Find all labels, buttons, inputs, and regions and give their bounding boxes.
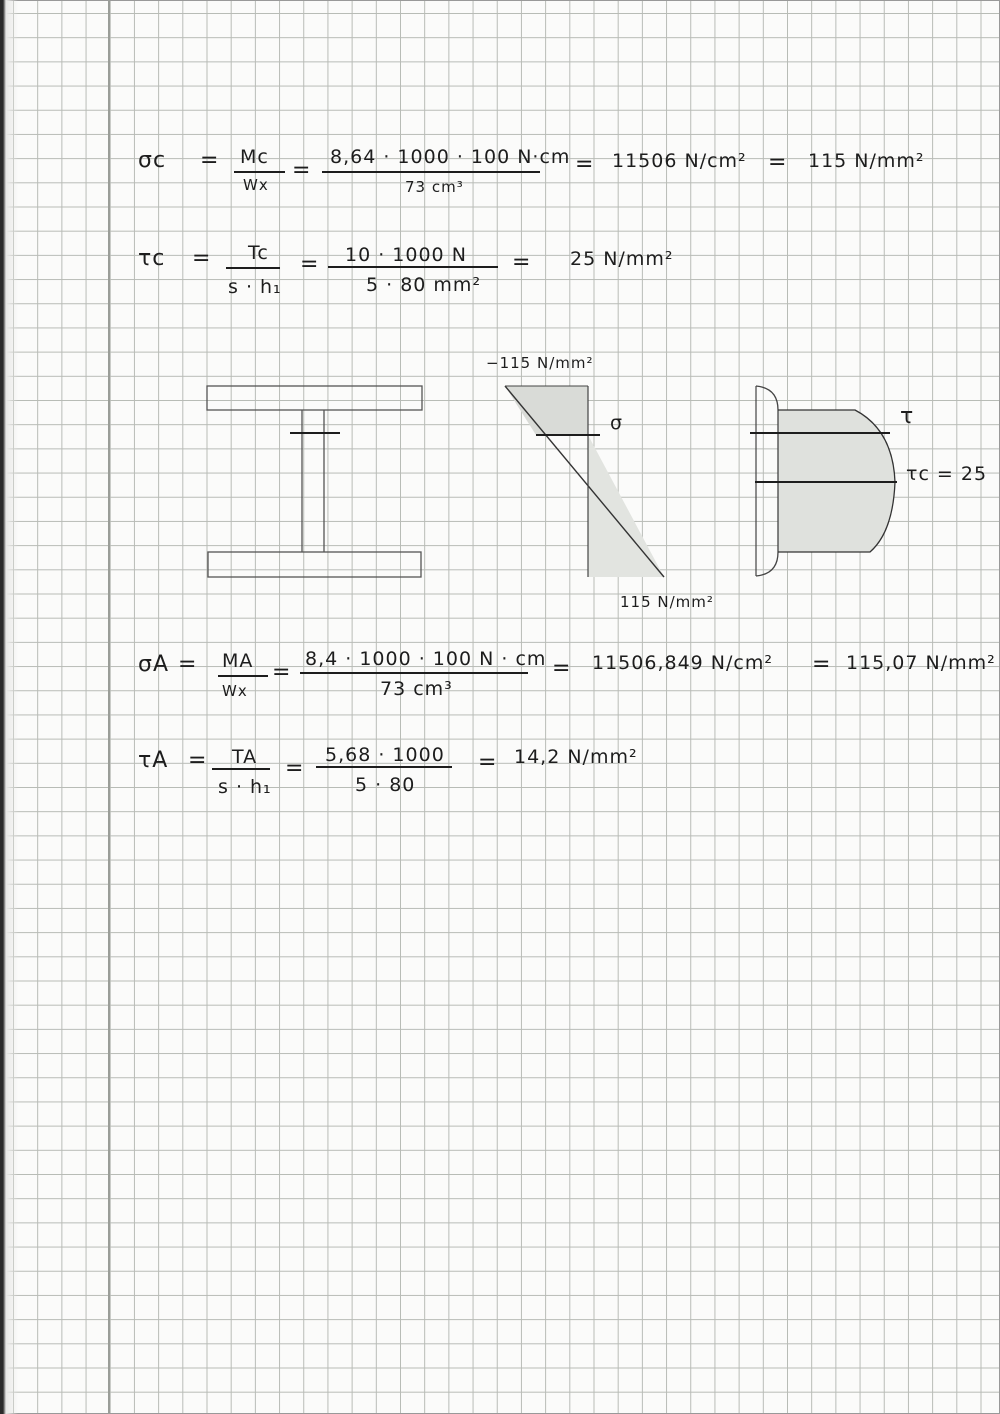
sigma-tension-area [588, 435, 664, 577]
fraction-numerator: Tc [248, 242, 269, 264]
eq-equals: = [478, 750, 498, 775]
tau-symbol: τ [900, 404, 915, 429]
fraction-numerator: MA [222, 650, 254, 672]
fraction-denominator: s · h₁ [218, 776, 272, 798]
eq-equals: = [200, 148, 220, 173]
eq-result: 115,07 N/mm² [846, 652, 996, 674]
eq-result: 25 N/mm² [570, 248, 674, 270]
fraction-numerator: 8,64 · 1000 · 100 N·cm [330, 146, 571, 168]
fraction-denominator: 5 · 80 mm² [366, 274, 482, 296]
sigma-compression-area [505, 386, 588, 435]
eq-equals: = [178, 652, 198, 677]
fraction-numerator: 10 · 1000 N [345, 244, 467, 266]
fraction-denominator: Wx [222, 682, 248, 700]
eq-result: 115 N/mm² [808, 150, 925, 172]
fraction-denominator: 73 cm³ [405, 178, 464, 196]
fraction-denominator: 73 cm³ [380, 678, 453, 700]
eq-result: 14,2 N/mm² [514, 746, 638, 768]
fraction-numerator: TA [232, 746, 258, 768]
eq-lhs: σA [138, 652, 169, 677]
cross-section-drawing [207, 386, 422, 577]
tau-stress-diagram [750, 386, 897, 576]
eq-lhs: τA [138, 748, 169, 773]
eq-equals: = [768, 150, 788, 175]
top-flange [207, 386, 422, 410]
eq-equals: = [188, 748, 208, 773]
fraction-denominator: s · h₁ [228, 276, 282, 298]
sigma-top-label: −115 N/mm² [486, 354, 594, 372]
fraction-numerator: Mc [240, 146, 269, 168]
eq-equals: = [575, 152, 595, 177]
eq-equals: = [192, 246, 212, 271]
tau-c-label: τc = 25 [906, 463, 988, 485]
eq-lhs: τc [138, 246, 166, 271]
fraction-numerator: 5,68 · 1000 [325, 744, 445, 766]
eq-equals: = [812, 652, 832, 677]
eq-equals: = [552, 656, 572, 681]
fraction-numerator: 8,4 · 1000 · 100 N · cm [305, 648, 547, 670]
eq-equals: = [272, 660, 292, 685]
eq-equals: = [300, 252, 320, 277]
fraction-denominator: Wx [243, 176, 269, 194]
sigma-stress-diagram [505, 386, 664, 577]
eq-result: 11506,849 N/cm² [592, 652, 773, 674]
eq-lhs: σc [138, 148, 167, 173]
eq-result: 11506 N/cm² [612, 150, 747, 172]
bottom-flange [208, 552, 421, 577]
fraction-denominator: 5 · 80 [355, 774, 416, 796]
eq-equals: = [285, 756, 305, 781]
sigma-symbol: σ [610, 412, 624, 434]
eq-equals: = [512, 250, 532, 275]
fraction-bars [212, 172, 540, 769]
sigma-bottom-label: 115 N/mm² [620, 593, 714, 611]
eq-equals: = [292, 158, 312, 183]
